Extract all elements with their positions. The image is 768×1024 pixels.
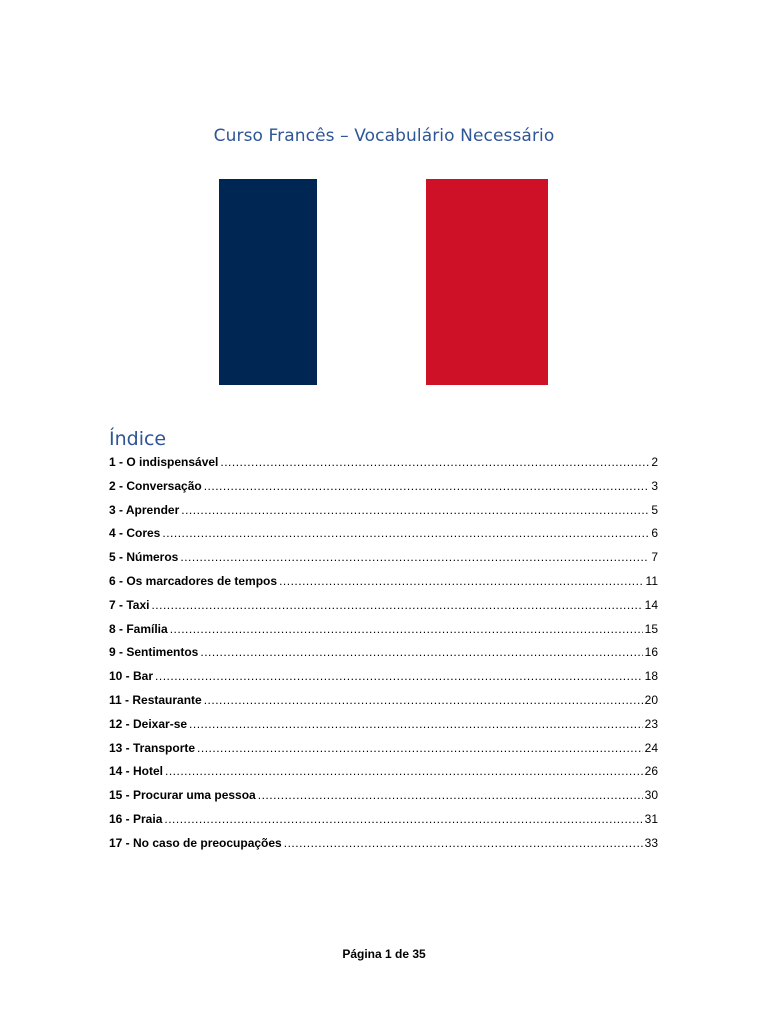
toc-entry-label: 14 - Hotel (109, 764, 164, 779)
toc-entry-label: 2 - Conversação (109, 478, 202, 493)
toc-entry-page-number: 31 (644, 811, 658, 826)
toc-entry-page-number: 23 (644, 716, 658, 731)
toc-dot-leader (170, 620, 643, 638)
toc-entry-label: 9 - Sentimentos (109, 645, 199, 660)
toc-entry[interactable] (109, 548, 658, 572)
toc-entry[interactable] (109, 834, 658, 858)
toc-entry-label: 17 - No caso de preocupações (109, 835, 282, 850)
toc-dot-leader (181, 501, 649, 519)
toc-entry[interactable] (109, 453, 658, 477)
toc-entry-page-number: 11 (645, 573, 658, 588)
toc-entry[interactable] (109, 762, 658, 786)
toc-entry[interactable] (109, 715, 658, 739)
toc-entry[interactable] (109, 477, 658, 501)
toc-dot-leader (151, 596, 642, 614)
toc-dot-leader (165, 762, 643, 780)
toc-entry-page-number: 2 (651, 455, 658, 469)
toc-dot-leader (284, 834, 643, 852)
toc-entry[interactable] (109, 572, 658, 596)
toc-entry-page-number: 15 (644, 621, 658, 636)
toc-dot-leader (162, 524, 649, 542)
toc-dot-leader (204, 691, 643, 709)
toc-entry-page-number: 33 (644, 835, 658, 850)
toc-entry[interactable] (109, 667, 658, 691)
toc-entry-page-number: 7 (651, 550, 658, 565)
toc-entry-page-number: 24 (644, 740, 658, 755)
flag-red-stripe (426, 179, 548, 385)
toc-entry[interactable] (109, 643, 658, 667)
toc-dot-leader (180, 548, 649, 566)
toc-entry-label: 16 - Praia (109, 811, 163, 826)
toc-entry-page-number: 16 (644, 645, 658, 660)
toc-entry-label: 5 - Números (109, 550, 179, 565)
toc-entry[interactable] (109, 786, 658, 810)
toc-entry[interactable] (109, 501, 658, 525)
toc-dot-leader (204, 477, 650, 495)
toc-heading: Índice (109, 428, 167, 450)
toc-entry[interactable] (109, 739, 658, 763)
table-of-contents (109, 453, 658, 858)
flag-blue-stripe (219, 179, 317, 385)
toc-entry[interactable] (109, 810, 658, 834)
toc-dot-leader (279, 572, 643, 590)
toc-entry-label: 12 - Deixar-se (109, 716, 188, 731)
toc-entry[interactable] (109, 691, 658, 715)
toc-dot-leader (220, 453, 649, 471)
toc-entry-label: 6 - Os marcadores de tempos (109, 573, 278, 588)
toc-entry-page-number: 14 (644, 597, 658, 612)
toc-entry-label: 1 - O indispensável (109, 455, 219, 469)
toc-entry[interactable] (109, 524, 658, 548)
toc-entry[interactable] (109, 596, 658, 620)
toc-dot-leader (197, 739, 643, 757)
toc-dot-leader (258, 786, 643, 804)
toc-entry-page-number: 3 (651, 478, 658, 493)
flag-white-stripe (317, 179, 426, 385)
toc-dot-leader (155, 667, 643, 685)
toc-entry[interactable] (109, 620, 658, 644)
page-number-footer: Página 1 de 35 (342, 947, 426, 961)
toc-entry-label: 15 - Procurar uma pessoa (109, 788, 256, 803)
toc-entry-label: 8 - Família (109, 621, 168, 636)
toc-entry-page-number: 26 (644, 764, 658, 779)
toc-entry-label: 4 - Cores (109, 526, 161, 541)
toc-entry-label: 3 - Aprender (109, 502, 180, 517)
toc-entry-label: 7 - Taxi (109, 597, 150, 612)
toc-dot-leader (189, 715, 643, 733)
toc-entry-page-number: 30 (644, 788, 658, 803)
toc-entry-label: 10 - Bar (109, 669, 154, 684)
toc-entry-page-number: 6 (651, 526, 658, 541)
toc-entry-page-number: 20 (644, 692, 658, 707)
toc-entry-label: 13 - Transporte (109, 740, 196, 755)
toc-dot-leader (200, 643, 642, 661)
toc-entry-label: 11 - Restaurante (109, 692, 202, 707)
toc-dot-leader (164, 810, 642, 828)
document-title: Curso Francês – Vocabulário Necessário (213, 126, 555, 146)
french-flag-image (219, 179, 548, 385)
toc-entry-page-number: 18 (644, 669, 658, 684)
toc-entry-page-number: 5 (651, 502, 658, 517)
